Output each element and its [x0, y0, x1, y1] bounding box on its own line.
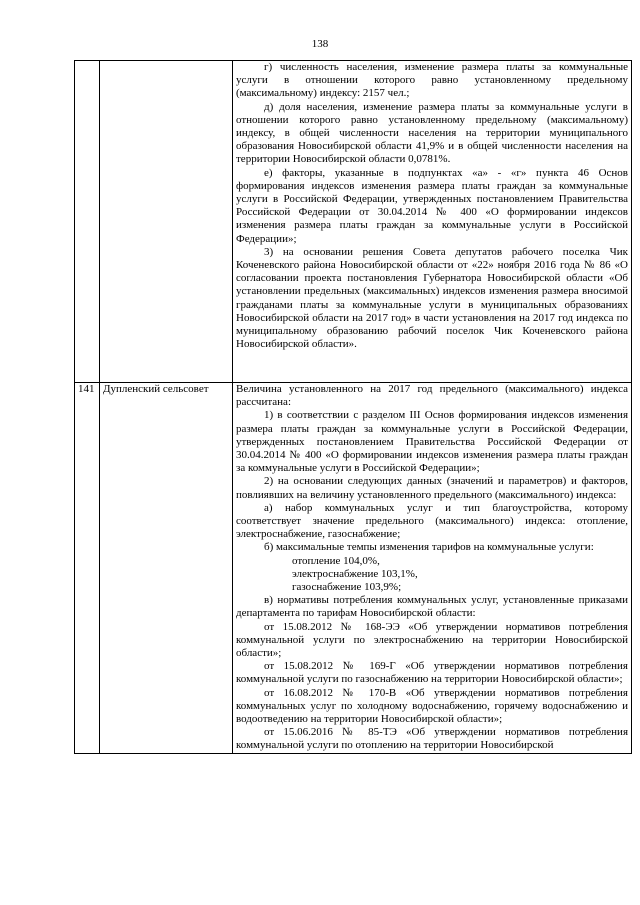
paragraph: 2) на основании следующих данных (значений и параметров) и факторов, повлиявших на величину установленного предельного (максимального) индекса: — [236, 475, 628, 501]
paragraph: от 15.08.2012 № 168-ЭЭ «Об утверждении нормативов потребления коммунальной услуги по электроснабжению на территории Новосибирской области»; — [236, 620, 628, 660]
tariff-rate: отопление 104,0%, — [292, 554, 380, 567]
paragraph: 1) в соответствии с разделом III Основ формирования индексов изменения размера платы граждан за коммунальные услуги в Российской Федерации, утвержденных постановлением Правительства Российской Федерации от 30.04.2014 № 400 «О формировании индексов изменения размера платы граждан за коммунальные услуги в Российской Федерации»; — [236, 409, 628, 475]
paragraph: от 15.08.2012 № 169-Г «Об утверждении нормативов потребления коммунальной услуги по газоснабжению на территории Новосибирской области»; — [236, 660, 628, 686]
paragraph: д) доля населения, изменение размера платы за коммунальные услуги в отношении которого равно установленному предельному (максимальному) индексу, в общей численности населения на территории муниципального образования Новосибирской области 41,9% и в общей численности населения на территории Новосибирской области 0,0781%. — [236, 100, 628, 166]
page-number: 138 — [311, 38, 329, 50]
tariff-rate: электроснабжение 103,1%, — [292, 567, 418, 580]
row-description — [233, 61, 632, 383]
document-table — [74, 60, 632, 754]
paragraph: от 15.06.2016 № 85-ТЭ «Об утверждении нормативов потребления коммунальной услуги по отоплению на территории Новосибирской — [236, 726, 628, 752]
paragraph: е) факторы, указанные в подпунктах «а» - «г» пункта 46 Основ формирования индексов изменения размера платы граждан за коммунальные услуги в Российской Федерации, утвержденных постановлением Правительства Российской Федерации от 30.04.2014 № 400 «О формировании индексов изменения размера платы граждан за коммунальные услуги в Российской Федерации»; — [236, 166, 628, 245]
table-row — [75, 61, 632, 383]
municipality-name — [100, 61, 233, 383]
municipality-name: Дупленский сельсовет — [100, 383, 233, 754]
paragraph: в) нормативы потребления коммунальных услуг, установленные приказами департамента по тарифам Новосибирской области: — [236, 594, 628, 620]
row-number: 141 — [75, 383, 100, 754]
paragraph: г) численность населения, изменение размера платы за коммунальные услуги в отношении которого равно установленному предельному (максимальному) индексу: 2157 чел.; — [236, 61, 628, 100]
row-description — [233, 383, 632, 754]
row-number — [75, 61, 100, 383]
table-row — [75, 383, 632, 754]
tariff-rate: газоснабжение 103,9%; — [292, 581, 402, 594]
paragraph: б) максимальные темпы изменения тарифов на коммунальные услуги: — [264, 541, 594, 554]
paragraph-intro: Величина установленного на 2017 год предельного (максимального) индекса рассчитана: — [236, 383, 628, 409]
paragraph: 3) на основании решения Совета депутатов рабочего поселка Чик Коченевского района Новосибирской области от «22» ноября 2016 года № 86 «О согласовании проекта постановления Губернатора Новосибирской области «Об установлении предельных (максимальных) индексов изменения размера вносимой гражданами платы за коммунальные услуги в муниципальных образованиях Новосибирской области на 2017 год» в части установления на 2017 год индекса по муниципальному образованию рабочий поселок Чик Коченевского района Новосибирской области». — [236, 245, 628, 351]
paragraph: а) набор коммунальных услуг и тип благоустройства, которому соответствует значение предельного (максимального) индекса: отопление, электроснабжение, газоснабжение; — [236, 501, 628, 541]
paragraph: от 16.08.2012 № 170-В «Об утверждении нормативов потребления коммунальных услуг по холодному водоснабжению, горячему водоснабжению и водоотведению на территории Новосибирской области»; — [236, 686, 628, 726]
